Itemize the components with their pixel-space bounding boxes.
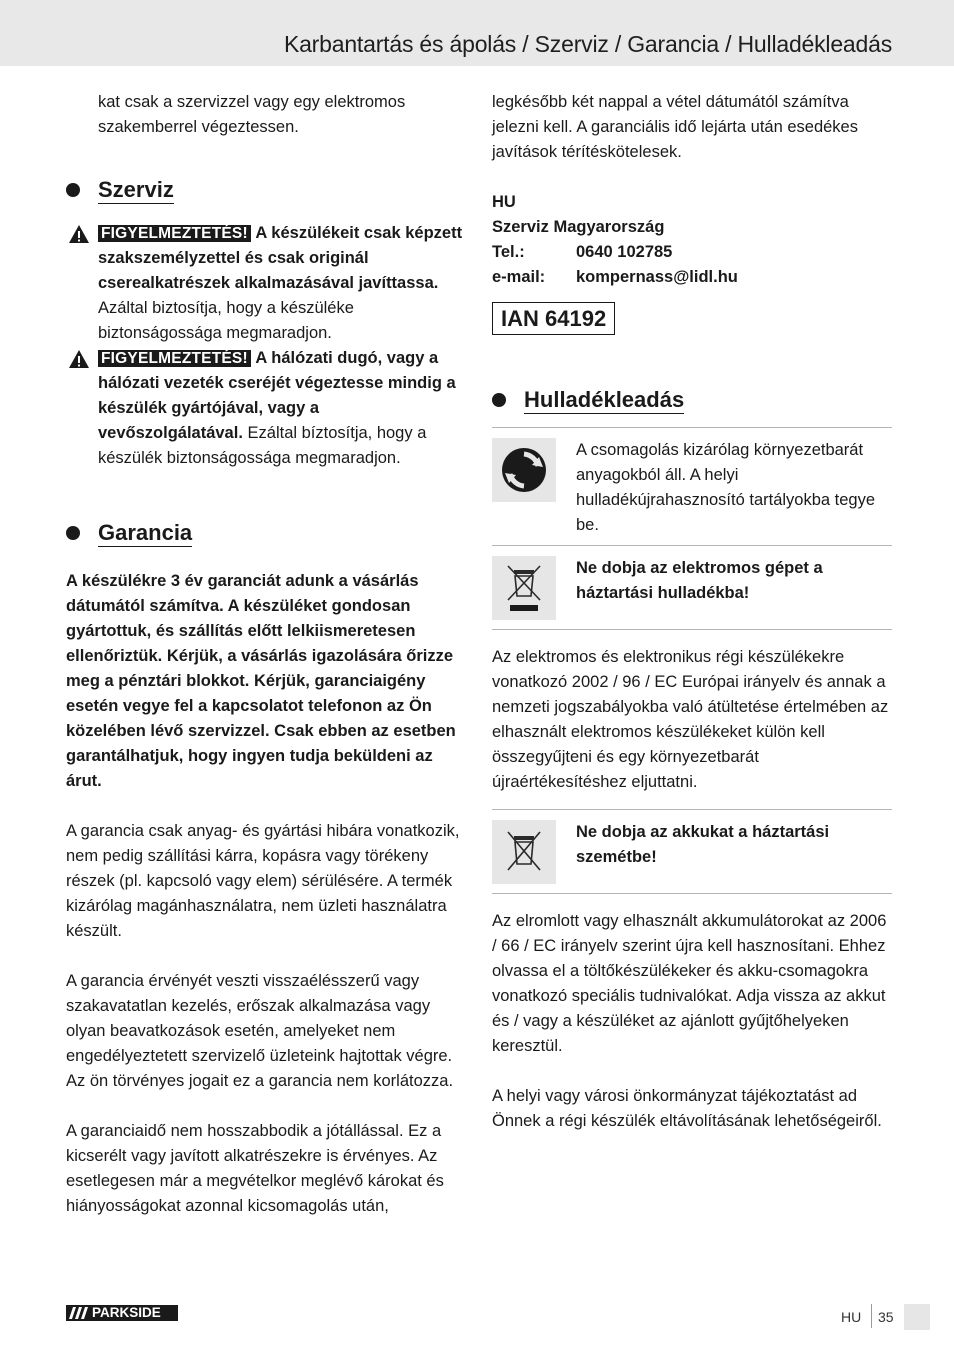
language-code: HU (841, 1309, 862, 1325)
right-column (492, 90, 892, 1134)
recycle-icon (492, 438, 556, 502)
electric-disposal-row (492, 556, 892, 620)
warning-1-bold: A készülékeit csak képzett szakszemélyzettel és csak originál cserealkatrészek alkalmazásával javíttassa. (98, 224, 463, 292)
contact-tel-row (492, 240, 892, 265)
battery-paragraph: Az elromlott vagy elhasznált akkumulátorokat az 2006 / 66 / EC irányelv szerint újra kell hasznosítani. Ehhez olvassa el a töltőkészülékeker és akku-csomagokra vonatkozó speciális tudnivalókat. Adja vissza az akkut és / vagy a készüléket az ajánlott gyűjtőhelyeken keresztül. (492, 912, 887, 1055)
service-contact (492, 190, 892, 290)
battery-warning: Ne dobja az akkukat a háztartási szemétbe! (576, 823, 830, 866)
page-number: 35 (878, 1309, 894, 1325)
parkside-logo (66, 1305, 178, 1321)
warning-label: FIGYELMEZTETÉS! (98, 225, 251, 242)
battery-disposal-row (492, 820, 892, 884)
page-header (0, 0, 954, 66)
logo-stripes-icon (66, 1305, 92, 1321)
contact-country: HU (492, 193, 516, 211)
tel-value: 0640 102785 (576, 243, 673, 261)
garancia-paragraph-4: A garanciaidő nem hosszabbodik a jótállással. Ez a kicserélt vagy javított alkatrészekre is érvényes. Az esetlegesen már a megvételkor meglévő károkat és hiányosságokat azonnal kicsomagolás után, (66, 1122, 444, 1215)
warning-triangle-icon (68, 349, 90, 369)
section-title-szerviz: Szerviz (98, 177, 174, 202)
section-title-garancia: Garancia (98, 520, 193, 545)
local-authority-paragraph: A helyi vagy városi önkormányzat tájékoztatást ad Önnek a régi készülék eltávolításának lehetőségeiről. (492, 1087, 882, 1130)
ian-container (492, 302, 892, 335)
garancia-paragraph-1: A készülékre 3 év garanciát adunk a vásárlás dátumától számítva. A készüléket gondosan gyártottuk, és szállítás előtt lelkiismeretesen ellenőriztük. Kérjük, a vásárlás igazolására őrizze meg a pénztári blokkot. Kérjük, garanciaigény esetén vegye fel a kapcsolatot telefonon az Ön közelében lévő szervizzel. Csak ebben az esetben garantálhatjuk, hogy ingyen tudja beküldeni az árut. (66, 572, 456, 790)
section-heading-hulladek (492, 385, 892, 415)
footer-tab-marker (904, 1304, 930, 1330)
bullet-icon (66, 183, 80, 197)
garancia-paragraph-2: A garancia csak anyag- és gyártási hibára vonatkozik, nem pedig szállítási kárra, kopásra vagy törékeny részek (pl. kapcsoló vagy elem) sérülésére. A termék kizárólag magánhasználatra, nem üzleti használatra készült. (66, 822, 460, 940)
brand-name: PARKSIDE (92, 1305, 161, 1320)
warning-block-1 (66, 221, 466, 346)
left-column (66, 90, 466, 1219)
bullet-icon (492, 393, 506, 407)
electric-paragraph: Az elektromos és elektronikus régi készülékekre vonatkozó 2002 / 96 / EC Európai irányelv és annak a nemzeti jogszabályokba való átültetése értelmében az elhasznált elektromos készülékeket külön kell összegyűjteni és egy környezetbarát újraértékesítéshez eljuttatni. (492, 648, 889, 791)
packaging-text: A csomagolás kizárólag környezetbarát anyagokból áll. A helyi hulladékújrahasznosító tartályokba tegye be. (576, 441, 876, 534)
page-title: Karbantartás és ápolás / Szerviz / Garancia / Hulladékleadás (283, 31, 892, 57)
divider (492, 427, 892, 428)
divider (492, 809, 892, 810)
divider (492, 629, 892, 630)
right-intro-paragraph: legkésőbb két nappal a vétel dátumától számítva jelezni kell. A garanciális idő lejárta után esedékes javítások térítéskötelesek. (492, 93, 858, 161)
warning-label: FIGYELMEZTETÉS! (98, 350, 251, 367)
contact-service-name: Szerviz Magyarország (492, 218, 665, 236)
divider (492, 893, 892, 894)
tel-label: Tel.: (492, 243, 525, 261)
section-heading-szerviz (66, 175, 466, 205)
packaging-row (492, 438, 892, 538)
ian-number-box: IAN 64192 (492, 302, 615, 335)
warning-2-text: Ezáltal bíztosítja, hogy a készülék biztonságossága megmaradjon. (98, 424, 427, 467)
divider (492, 545, 892, 546)
warning-triangle-icon (68, 224, 90, 244)
warning-2-bold: A hálózati dugó, vagy a hálózati vezeték cseréjét végeztesse mindig a készülék gyártójával, vagy a vevőszolgálatával. (98, 349, 456, 442)
crossed-bin-icon (492, 820, 556, 884)
bullet-icon (66, 526, 80, 540)
contact-email-row (492, 265, 892, 290)
email-label: e-mail: (492, 268, 546, 286)
electric-warning: Ne dobja az elektromos gépet a háztartási hulladékba! (576, 559, 823, 602)
section-heading-garancia (66, 518, 466, 548)
footer-separator (871, 1304, 872, 1328)
email-value: kompernass@lidl.hu (576, 268, 738, 286)
warning-block-2 (66, 346, 466, 471)
crossed-bin-icon (492, 556, 556, 620)
section-title-hulladek: Hulladékleadás (524, 387, 685, 412)
garancia-paragraph-3: A garancia érvényét veszti visszaélésszerű vagy szakavatatlan kezelés, erőszak alkalmazása vagy olyan beavatkozások esetén, amelyeket nem engedélyeztetett szervizelő üzleteink hajtottak végre. Az ön törvényes jogait ez a garancia nem korlátozza. (66, 972, 454, 1090)
intro-paragraph: kat csak a szervizzel vagy egy elektromos szakemberrel végeztessen. (98, 93, 406, 136)
warning-1-text: Azáltal biztosítja, hogy a készüléke biztonságossága megmaradjon. (98, 299, 354, 342)
